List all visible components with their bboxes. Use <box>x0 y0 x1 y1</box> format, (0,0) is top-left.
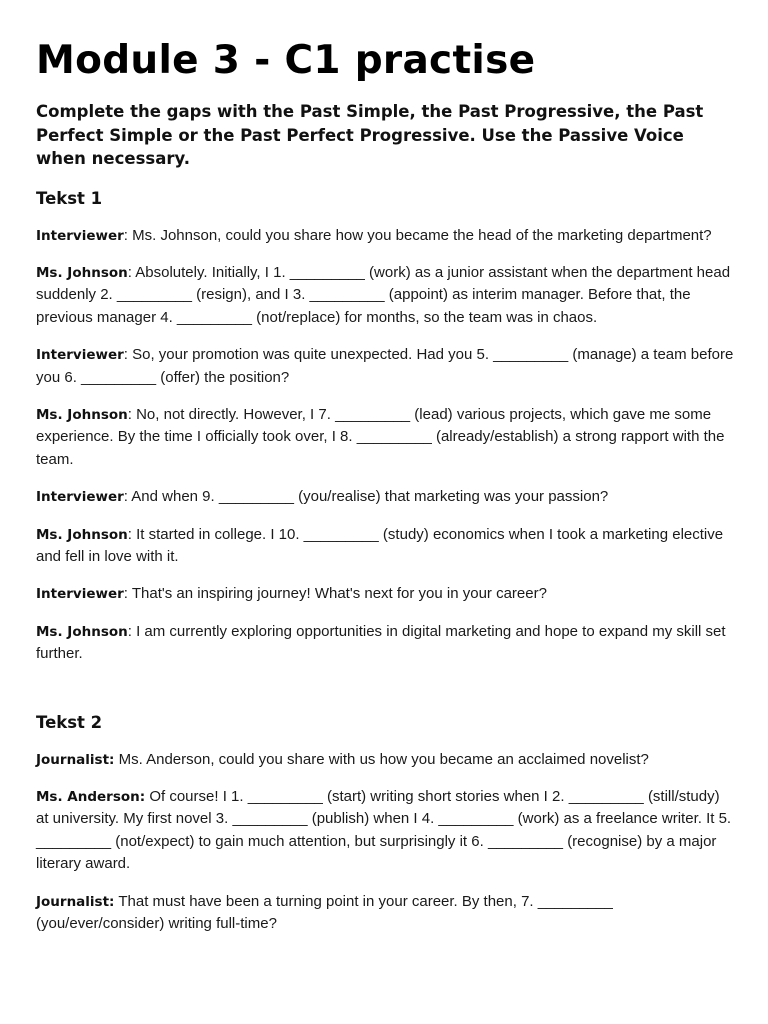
section-tekst-1 <box>36 188 736 666</box>
line-text: That's an inspiring journey! What's next for you in your career? <box>131 585 547 603</box>
dialogue-line <box>36 486 736 508</box>
dialogue-line <box>36 786 736 876</box>
dialogue-line <box>36 262 736 329</box>
section-heading: Tekst 2 <box>36 712 103 732</box>
dialogue-line <box>36 891 736 936</box>
instructions: Complete the gaps with the Past Simple, the Past Progressive, the Past Perfect Simple or the Past Perfect Progressive. Use the Passive Voice when necessary. <box>36 102 704 168</box>
dialogue <box>36 225 736 666</box>
speaker-separator: : <box>123 488 132 506</box>
speaker-label: Interviewer <box>36 586 124 603</box>
dialogue-line <box>36 524 736 569</box>
line-text: That must have been a turning point in your career. By then, 7. _________ (you/ever/consider) writing full-time? <box>36 892 613 933</box>
speaker-label: Journalist: <box>36 893 115 910</box>
speaker-separator: : <box>123 585 132 603</box>
dialogue <box>36 749 736 936</box>
dialogue-line <box>36 749 736 771</box>
line-text: I am currently exploring opportunities in digital marketing and hope to expand my skill set further. <box>36 622 726 663</box>
speaker-label: Ms. Johnson <box>36 623 128 640</box>
dialogue-line <box>36 344 736 389</box>
speaker-separator: : <box>123 226 133 244</box>
page-title: Module 3 - C1 practise <box>36 38 536 83</box>
speaker-separator: : <box>123 346 133 364</box>
line-text: Absolutely. Initially, I 1. _________ (work) as a junior assistant when the department head suddenly 2. _________ (resign), and I 3. _________ (appoint) as interim manager. Before that, the previous manager 4. _________ (not/replace) for months, so the team was in chaos. <box>36 263 731 326</box>
line-text: Ms. Johnson, could you share how you became the head of the marketing department? <box>132 226 712 244</box>
line-text: No, not directly. However, I 7. _________ (lead) various projects, which gave me some experience. By the time I officially took over, I 8. _________ (already/establish) a strong rapport with the team. <box>36 405 725 468</box>
speaker-separator: : <box>127 263 136 281</box>
speaker-label: Ms. Johnson <box>36 526 128 543</box>
section-tekst-2 <box>36 712 736 936</box>
section-heading: Tekst 1 <box>36 188 103 208</box>
speaker-separator: : <box>127 405 137 423</box>
speaker-label: Interviewer <box>36 227 124 244</box>
speaker-label: Journalist: <box>36 751 115 768</box>
line-text: Of course! I 1. _________ (start) writing short stories when I 2. _________ (still/study) at university. My first novel 3. _________ (publish) when I 4. _________ (work) as a freelance writer. It 5. _________ (not/expect) to gain much attention, but surprisingly it 6. _________ (recognise) by a major literary award. <box>36 788 732 873</box>
line-text: It started in college. I 10. _________ (study) economics when I took a marketing elective and fell in love with it. <box>36 525 724 565</box>
speaker-label: Interviewer <box>36 489 124 506</box>
speaker-separator: : <box>127 525 137 543</box>
speaker-label: Ms. Johnson <box>36 264 128 281</box>
speaker-label: Ms. Anderson: <box>36 789 146 805</box>
document-page <box>36 36 736 935</box>
speaker-label: Ms. Johnson <box>36 406 128 423</box>
line-text: And when 9. _________ (you/realise) that marketing was your passion? <box>131 488 609 506</box>
line-text: Ms. Anderson, could you share with us how you became an acclaimed novelist? <box>118 750 649 768</box>
dialogue-line <box>36 225 736 247</box>
speaker-separator: : <box>127 622 137 640</box>
dialogue-line <box>36 621 736 666</box>
dialogue-line <box>36 583 736 605</box>
speaker-label: Interviewer <box>36 347 124 364</box>
line-text: So, your promotion was quite unexpected. Had you 5. _________ (manage) a team before you 6. _________ (offer) the position? <box>36 346 734 386</box>
dialogue-line <box>36 404 736 471</box>
